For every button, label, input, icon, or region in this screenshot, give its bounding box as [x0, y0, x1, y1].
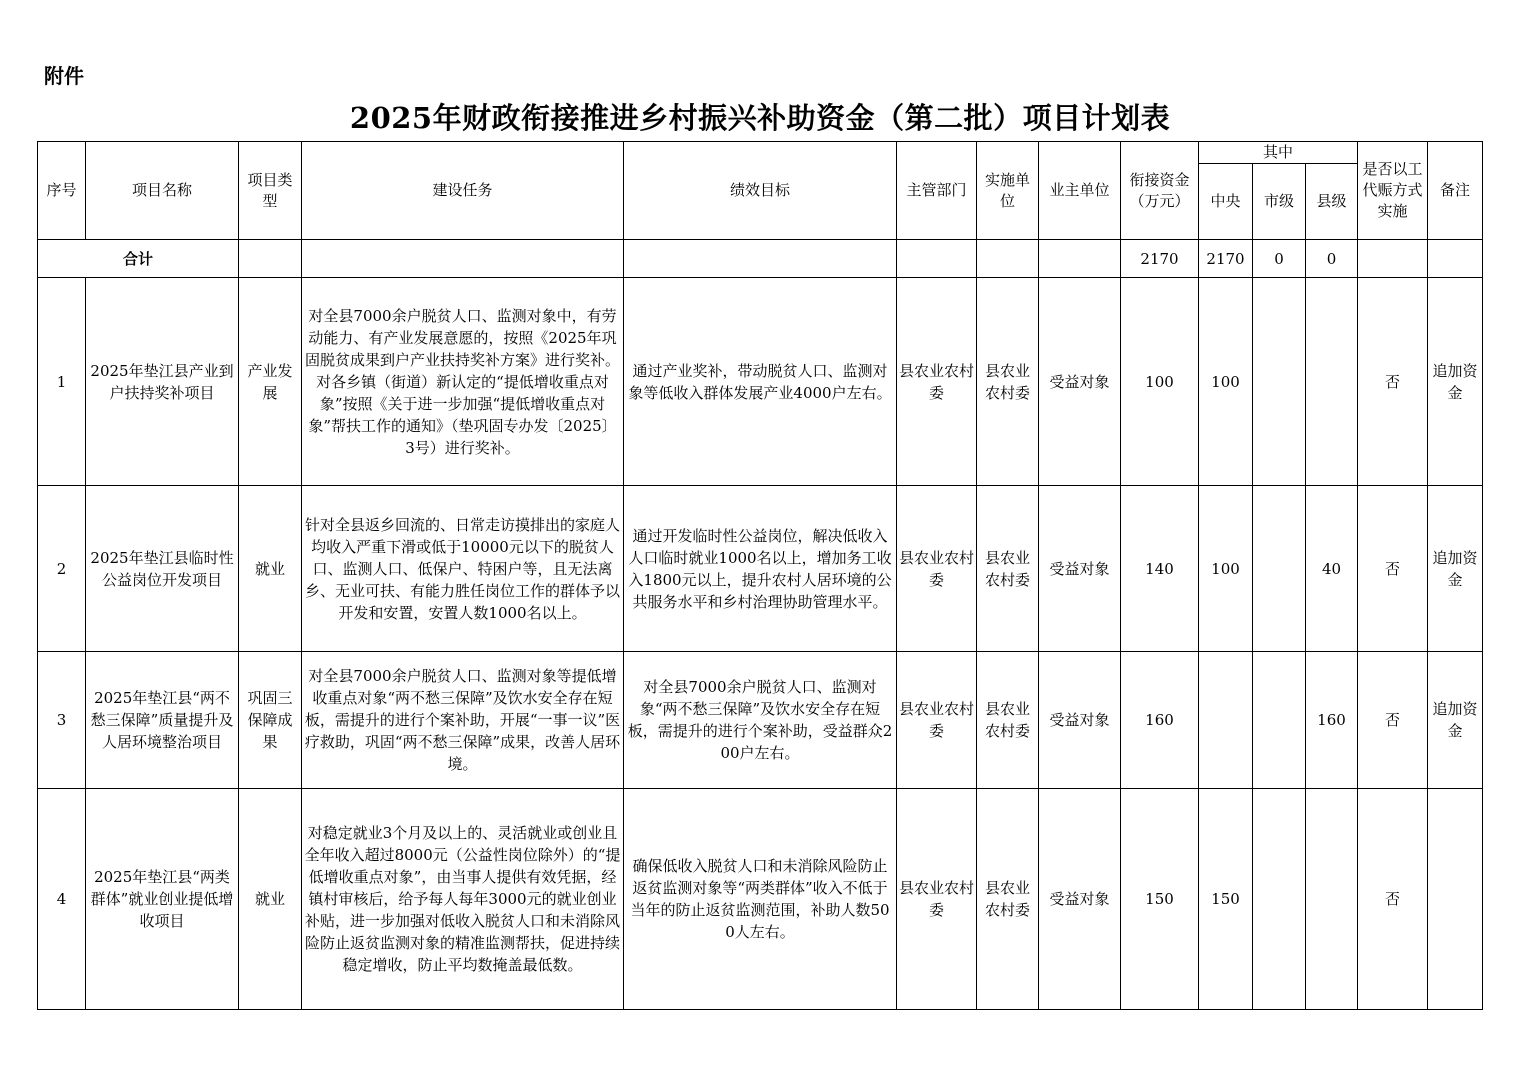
- row-seq: 3: [38, 652, 86, 789]
- row-work-relief: 否: [1358, 789, 1428, 1010]
- row-work-relief: 否: [1358, 486, 1428, 652]
- row-project-type: 巩固三保障成果: [239, 652, 302, 789]
- row-impl: 县农业农村委: [977, 652, 1039, 789]
- header-row-1: [38, 142, 1483, 164]
- header-work-relief: 是否以工代赈方式实施: [1358, 142, 1428, 240]
- row-seq: 2: [38, 486, 86, 652]
- row-project-type: 产业发展: [239, 278, 302, 486]
- row-remark: 追加资金: [1428, 278, 1483, 486]
- row-remark: 追加资金: [1428, 486, 1483, 652]
- table-row: [38, 789, 1483, 1010]
- row-central: [1199, 652, 1253, 789]
- row-city: [1253, 789, 1306, 1010]
- row-impl: 县农业农村委: [977, 486, 1039, 652]
- row-goal: 确保低收入脱贫人口和未消除风险防止返贫监测对象等“两类群体”收入不低于当年的防止返贫监测范围，补助人数500人左右。: [624, 789, 897, 1010]
- table-cell: [302, 240, 624, 278]
- row-project-name: 2025年垫江县产业到户扶持奖补项目: [86, 278, 239, 486]
- row-fund: 160: [1121, 652, 1199, 789]
- header-remark: 备注: [1428, 142, 1483, 240]
- table-row: [38, 278, 1483, 486]
- header-county: 县级: [1306, 164, 1358, 240]
- row-owner: 受益对象: [1039, 486, 1121, 652]
- header-of-which: 其中: [1199, 142, 1358, 164]
- row-impl: 县农业农村委: [977, 789, 1039, 1010]
- table-cell: [624, 240, 897, 278]
- header-central: 中央: [1199, 164, 1253, 240]
- total-county: 0: [1306, 240, 1358, 278]
- row-owner: 受益对象: [1039, 652, 1121, 789]
- row-project-type: 就业: [239, 789, 302, 1010]
- row-city: [1253, 486, 1306, 652]
- row-work-relief: 否: [1358, 278, 1428, 486]
- row-task: 对稳定就业3个月及以上的、灵活就业或创业且全年收入超过8000元（公益性岗位除外）的“提低增收重点对象”，由当事人提供有效凭据，经镇村审核后，给予每人每年3000元的就业创业补贴，进一步加强对低收入脱贫人口和未消除风险防止返贫监测对象的精准监测帮扶，促进持续稳定增收，防止平均数掩盖最低数。: [302, 789, 624, 1010]
- row-goal: 通过开发临时性公益岗位，解决低收入人口临时就业1000名以上，增加务工收入1800元以上，提升农村人居环境的公共服务水平和乡村治理协助管理水平。: [624, 486, 897, 652]
- row-seq: 4: [38, 789, 86, 1010]
- header-city: 市级: [1253, 164, 1306, 240]
- total-label: 合计: [38, 240, 239, 278]
- row-impl: 县农业农村委: [977, 278, 1039, 486]
- table-cell: [1358, 240, 1428, 278]
- row-city: [1253, 278, 1306, 486]
- row-task: 对全县7000余户脱贫人口、监测对象中，有劳动能力、有产业发展意愿的，按照《2025年巩固脱贫成果到户产业扶持奖补方案》进行奖补。对各乡镇（街道）新认定的“提低增收重点对象”按照《关于进一步加强“提低增收重点对象”帮扶工作的通知》（垫巩固专办发〔2025〕3号）进行奖补。: [302, 278, 624, 486]
- row-central: 150: [1199, 789, 1253, 1010]
- document-title: 2025年财政衔接推进乡村振兴补助资金（第二批）项目计划表: [349, 101, 1171, 135]
- row-central: 100: [1199, 278, 1253, 486]
- row-county: [1306, 789, 1358, 1010]
- header-name: 项目名称: [86, 142, 239, 240]
- table-row: [38, 652, 1483, 789]
- total-central: 2170: [1199, 240, 1253, 278]
- row-central: 100: [1199, 486, 1253, 652]
- table-row: [38, 486, 1483, 652]
- attachment-label: 附件: [44, 64, 84, 88]
- row-project-name: 2025年垫江县临时性公益岗位开发项目: [86, 486, 239, 652]
- row-seq: 1: [38, 278, 86, 486]
- row-owner: 受益对象: [1039, 789, 1121, 1010]
- row-project-name: 2025年垫江县“两类群体”就业创业提低增收项目: [86, 789, 239, 1010]
- table-cell: [977, 240, 1039, 278]
- row-task: 对全县7000余户脱贫人口、监测对象等提低增收重点对象“两不愁三保障”及饮水安全存在短板，需提升的进行个案补助，开展“一事一议”医疗救助，巩固“两不愁三保障”成果，改善人居环境。: [302, 652, 624, 789]
- row-county: [1306, 278, 1358, 486]
- header-dept: 主管部门: [897, 142, 977, 240]
- row-task: 针对全县返乡回流的、日常走访摸排出的家庭人均收入严重下滑或低于10000元以下的脱贫人口、监测人口、低保户、特困户等，且无法离乡、无业可扶、有能力胜任岗位工作的群体予以开发和安置，安置人数1000名以上。: [302, 486, 624, 652]
- row-goal: 通过产业奖补，带动脱贫人口、监测对象等低收入群体发展产业4000户左右。: [624, 278, 897, 486]
- row-fund: 100: [1121, 278, 1199, 486]
- row-work-relief: 否: [1358, 652, 1428, 789]
- header-task: 建设任务: [302, 142, 624, 240]
- row-project-name: 2025年垫江县“两不愁三保障”质量提升及人居环境整治项目: [86, 652, 239, 789]
- row-remark: 追加资金: [1428, 652, 1483, 789]
- row-county: 40: [1306, 486, 1358, 652]
- table-cell: [1428, 240, 1483, 278]
- table-cell: [1039, 240, 1121, 278]
- row-dept: 县农业农村委: [897, 652, 977, 789]
- header-goal: 绩效目标: [624, 142, 897, 240]
- header-owner: 业主单位: [1039, 142, 1121, 240]
- header-impl: 实施单位: [977, 142, 1039, 240]
- row-city: [1253, 652, 1306, 789]
- header-seq: 序号: [38, 142, 86, 240]
- row-project-type: 就业: [239, 486, 302, 652]
- header-fund: 衔接资金（万元）: [1121, 142, 1199, 240]
- table-cell: [897, 240, 977, 278]
- row-county: 160: [1306, 652, 1358, 789]
- row-goal: 对全县7000余户脱贫人口、监测对象“两不愁三保障”及饮水安全存在短板，需提升的进行个案补助，受益群众200户左右。: [624, 652, 897, 789]
- project-plan-table: [37, 141, 1483, 1010]
- total-row: [38, 240, 1483, 278]
- total-city: 0: [1253, 240, 1306, 278]
- table-cell: [239, 240, 302, 278]
- row-owner: 受益对象: [1039, 278, 1121, 486]
- row-dept: 县农业农村委: [897, 789, 977, 1010]
- row-remark: [1428, 789, 1483, 1010]
- row-fund: 140: [1121, 486, 1199, 652]
- header-type: 项目类型: [239, 142, 302, 240]
- row-dept: 县农业农村委: [897, 486, 977, 652]
- total-fund: 2170: [1121, 240, 1199, 278]
- row-fund: 150: [1121, 789, 1199, 1010]
- row-dept: 县农业农村委: [897, 278, 977, 486]
